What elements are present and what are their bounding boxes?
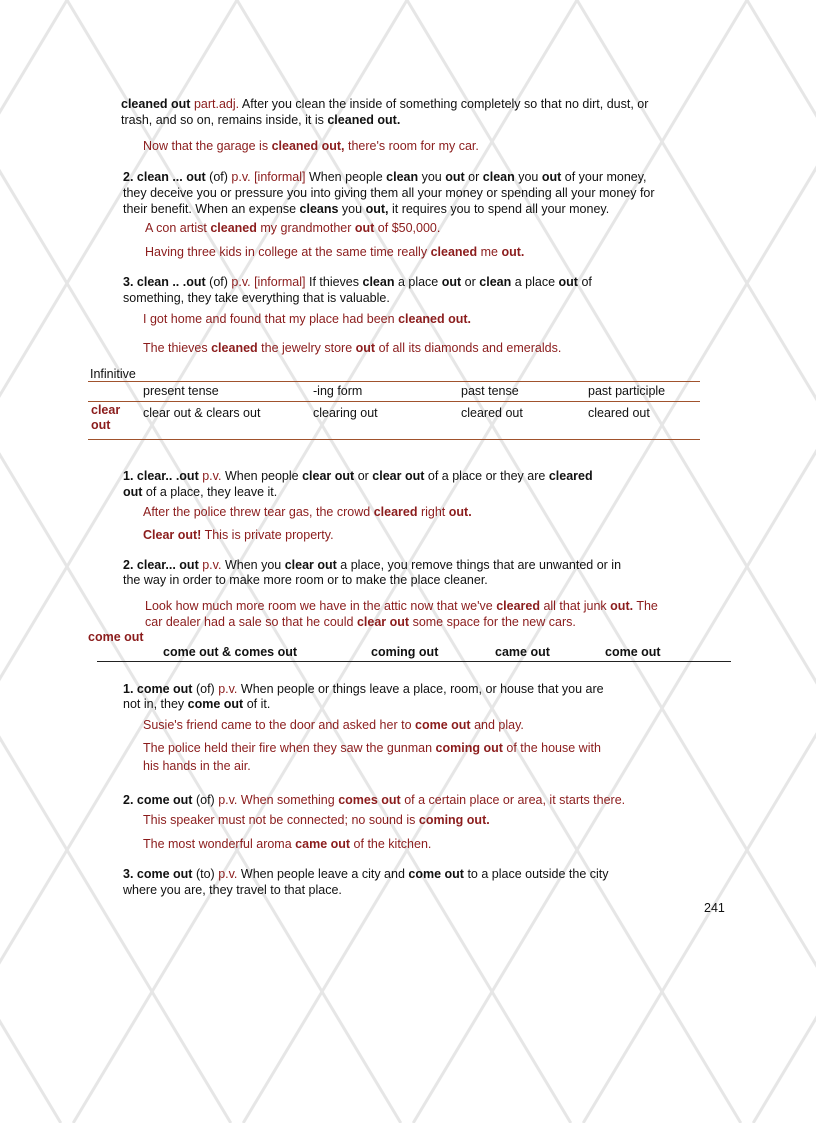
cell-past-participle: cleared out <box>588 406 650 420</box>
headword: out <box>445 170 465 184</box>
watermark-line <box>0 0 67 1123</box>
definition-come-out-3 <box>123 867 609 882</box>
example-text: of the house with <box>506 741 601 755</box>
definition-text: or <box>464 275 476 289</box>
example-sentence <box>143 528 334 543</box>
definition-clean-out-3 <box>123 275 592 290</box>
definition-text: When people leave a city and <box>240 867 405 881</box>
example-sentence <box>145 245 524 260</box>
definition-clear-out-2 <box>123 558 621 573</box>
cell-past-tense: came out <box>495 645 550 659</box>
definition-line: they deceive you or pressure you into giving them all your money or spending all your money for <box>123 186 655 200</box>
example-keyword: come out <box>415 718 471 732</box>
example-text: my grandmother <box>260 221 352 235</box>
definition-text: or <box>468 170 480 184</box>
part-of-speech: p.v. <box>202 558 222 572</box>
headword: come out <box>408 867 464 881</box>
example-text: of the kitchen. <box>353 837 432 851</box>
headword: comes out <box>338 793 401 807</box>
example-keyword: out. <box>501 245 525 259</box>
headword: come out <box>187 697 244 711</box>
definition-text: After you clean the inside of something completely so that no dirt, dust, or <box>241 97 649 111</box>
example-sentence <box>145 615 576 630</box>
example-keyword: cleared <box>496 599 540 613</box>
example-text: This speaker must not be connected; no sound is <box>143 813 416 827</box>
example-keyword: clear out <box>356 615 410 629</box>
example-keyword: cleaned out, <box>271 139 345 153</box>
example-text: Now that the garage is <box>143 139 269 153</box>
example-text: I got home and found that my place had been <box>143 312 395 326</box>
definition-text: When you <box>224 558 282 572</box>
page-number: 241 <box>704 901 725 915</box>
headword: clear out <box>372 469 425 483</box>
example-keyword: out <box>354 221 375 235</box>
definition-line <box>123 202 609 217</box>
headword: clean <box>482 170 515 184</box>
headword: clean <box>479 275 512 289</box>
example-text: Susie's friend came to the door and asked her to <box>143 718 412 732</box>
watermark-line <box>0 0 61 1123</box>
cell-present-tense: clear out & clears out <box>143 406 261 420</box>
example-keyword: coming out <box>435 741 503 755</box>
infinitive-label: Infinitive <box>90 367 136 381</box>
sense-number: 2. clean ... out <box>123 170 206 184</box>
definition-line: something, they take everything that is valuable. <box>123 291 390 305</box>
example-keyword: Clear out! <box>143 528 202 542</box>
headword: cleaned out <box>121 97 191 111</box>
example-keyword: cleaned out. <box>398 312 471 326</box>
example-sentence <box>145 221 440 236</box>
example-text: After the police threw tear gas, the crowd <box>143 505 371 519</box>
example-text: there's room for my car. <box>347 139 479 153</box>
example-sentence <box>143 341 561 356</box>
definition-clean-out-2 <box>123 170 647 185</box>
table-verb-out: out <box>91 418 111 432</box>
definition-text: of it. <box>246 697 271 711</box>
example-text: all that junk <box>543 599 607 613</box>
example-sentence: his hands in the air. <box>143 759 251 773</box>
definition-text: When people or things leave a place, room, or house that you are <box>240 682 604 696</box>
part-of-speech: p.v. [informal] <box>231 275 306 289</box>
definition-text: of a place or they are <box>427 469 546 483</box>
definition-come-out-2 <box>123 793 625 808</box>
watermark-line <box>753 0 816 1123</box>
definition-come-out-1 <box>123 682 604 697</box>
headword: clean <box>386 170 419 184</box>
definition-clear-out-1 <box>123 469 593 484</box>
definition-text: you <box>518 170 539 184</box>
cell-present-tense: come out & comes out <box>163 645 298 659</box>
definition-text: When people <box>224 469 299 483</box>
definition-text: of <box>581 275 592 289</box>
example-text: This is private property. <box>204 528 334 542</box>
sense-number: 1. come out <box>123 682 193 696</box>
example-text: car dealer had a sale so that he could <box>145 615 354 629</box>
headword: clear out <box>284 558 337 572</box>
headword: cleaned out. <box>327 113 401 127</box>
table-rule <box>88 381 700 382</box>
sense-number: 1. clear.. .out <box>123 469 199 483</box>
definition-text: of a certain place or area, it starts there. <box>404 793 626 807</box>
headword: out <box>123 485 143 499</box>
definition-text: trash, and so on, remains inside, it is <box>121 113 324 127</box>
definition-text: a place <box>397 275 439 289</box>
table-rule <box>88 401 700 402</box>
sense-number: 2. come out <box>123 793 193 807</box>
headword: clean <box>362 275 395 289</box>
example-text: me <box>480 245 498 259</box>
definition-text: If thieves <box>308 275 360 289</box>
example-keyword: cleaned <box>211 341 258 355</box>
definition-line <box>123 697 270 712</box>
example-text: Having three kids in college at the same time really <box>145 245 428 259</box>
example-text: The thieves <box>143 341 208 355</box>
example-keyword: came out <box>295 837 351 851</box>
particle-tag: (of) <box>209 170 228 184</box>
example-sentence <box>143 741 601 756</box>
example-keyword: coming out. <box>418 813 490 827</box>
headword: out <box>441 275 462 289</box>
definition-text: a place, you remove things that are unwanted or in <box>340 558 622 572</box>
example-sentence <box>143 837 431 852</box>
definition-text: a place <box>514 275 556 289</box>
example-text: and play. <box>474 718 524 732</box>
example-keyword: cleared <box>373 505 418 519</box>
example-sentence <box>143 312 471 327</box>
sense-number: 3. clean .. .out <box>123 275 206 289</box>
cell-past-participle: come out <box>605 645 661 659</box>
definition-cleaned-out <box>121 97 648 112</box>
example-text: The most wonderful aroma <box>143 837 292 851</box>
example-text: A con artist <box>145 221 207 235</box>
definition-text: When something <box>240 793 335 807</box>
headword: out, <box>365 202 389 216</box>
table-rule <box>88 439 700 440</box>
example-keyword: out. <box>610 599 634 613</box>
example-keyword: cleaned <box>430 245 478 259</box>
definition-text: or <box>357 469 369 483</box>
particle-tag: (to) <box>195 867 215 881</box>
cell-ing-form: coming out <box>371 645 439 659</box>
cell-past-tense: cleared out <box>461 406 523 420</box>
part-of-speech: p.v. <box>218 867 238 881</box>
headword: cleans <box>299 202 339 216</box>
definition-line: where you are, they travel to that place. <box>123 883 342 897</box>
definition-text: not in, they <box>123 697 185 711</box>
headword: clear out <box>302 469 355 483</box>
table-verb-come-out: come out <box>88 630 144 644</box>
example-text: of $50,000. <box>377 221 441 235</box>
particle-tag: (of) <box>195 682 215 696</box>
definition-line <box>123 485 277 500</box>
example-text: the jewelry store <box>261 341 353 355</box>
table-rule <box>97 661 731 662</box>
example-text: Look how much more room we have in the attic now that we've <box>145 599 493 613</box>
part-of-speech: part.adj. <box>193 97 240 111</box>
example-keyword: cleaned <box>210 221 257 235</box>
definition-text: their benefit. When an expense <box>123 202 297 216</box>
definition-text: to a place outside the city <box>467 867 609 881</box>
example-sentence <box>143 813 490 828</box>
definition-line: the way in order to make more room or to make the place cleaner. <box>123 573 488 587</box>
header-past-participle: past participle <box>588 384 666 398</box>
example-keyword: out <box>355 341 376 355</box>
example-text: some space for the new cars. <box>412 615 576 629</box>
example-sentence <box>143 718 524 733</box>
definition-text: of your money, <box>564 170 647 184</box>
part-of-speech: p.v. [informal] <box>231 170 306 184</box>
example-sentence <box>145 599 658 614</box>
part-of-speech: p.v. <box>218 682 238 696</box>
definition-text: you <box>341 202 363 216</box>
header-ing-form: -ing form <box>313 384 363 398</box>
example-text: right <box>420 505 446 519</box>
sense-number: 3. come out <box>123 867 193 881</box>
headword: cleared <box>548 469 593 483</box>
headword: out <box>541 170 562 184</box>
header-past-tense: past tense <box>461 384 519 398</box>
example-text: of all its diamonds and emeralds. <box>378 341 562 355</box>
example-text: The <box>636 599 658 613</box>
definition-text: When people <box>308 170 383 184</box>
particle-tag: (of) <box>195 793 215 807</box>
headword: out <box>558 275 578 289</box>
table-verb-clear: clear <box>91 403 121 417</box>
example-sentence <box>143 505 472 520</box>
particle-tag: (of) <box>209 275 228 289</box>
definition-line <box>121 113 400 128</box>
header-present-tense: present tense <box>143 384 219 398</box>
part-of-speech: p.v. <box>218 793 238 807</box>
part-of-speech: p.v. <box>202 469 222 483</box>
definition-text: it requires you to spend all your money. <box>391 202 610 216</box>
cell-ing-form: clearing out <box>313 406 378 420</box>
sense-number: 2. clear... out <box>123 558 199 572</box>
example-sentence <box>143 139 479 154</box>
watermark-line <box>747 0 816 1123</box>
definition-text: of a place, they leave it. <box>145 485 278 499</box>
example-keyword: out. <box>448 505 472 519</box>
example-text: The police held their fire when they saw the gunman <box>143 741 433 755</box>
definition-text: you <box>421 170 442 184</box>
